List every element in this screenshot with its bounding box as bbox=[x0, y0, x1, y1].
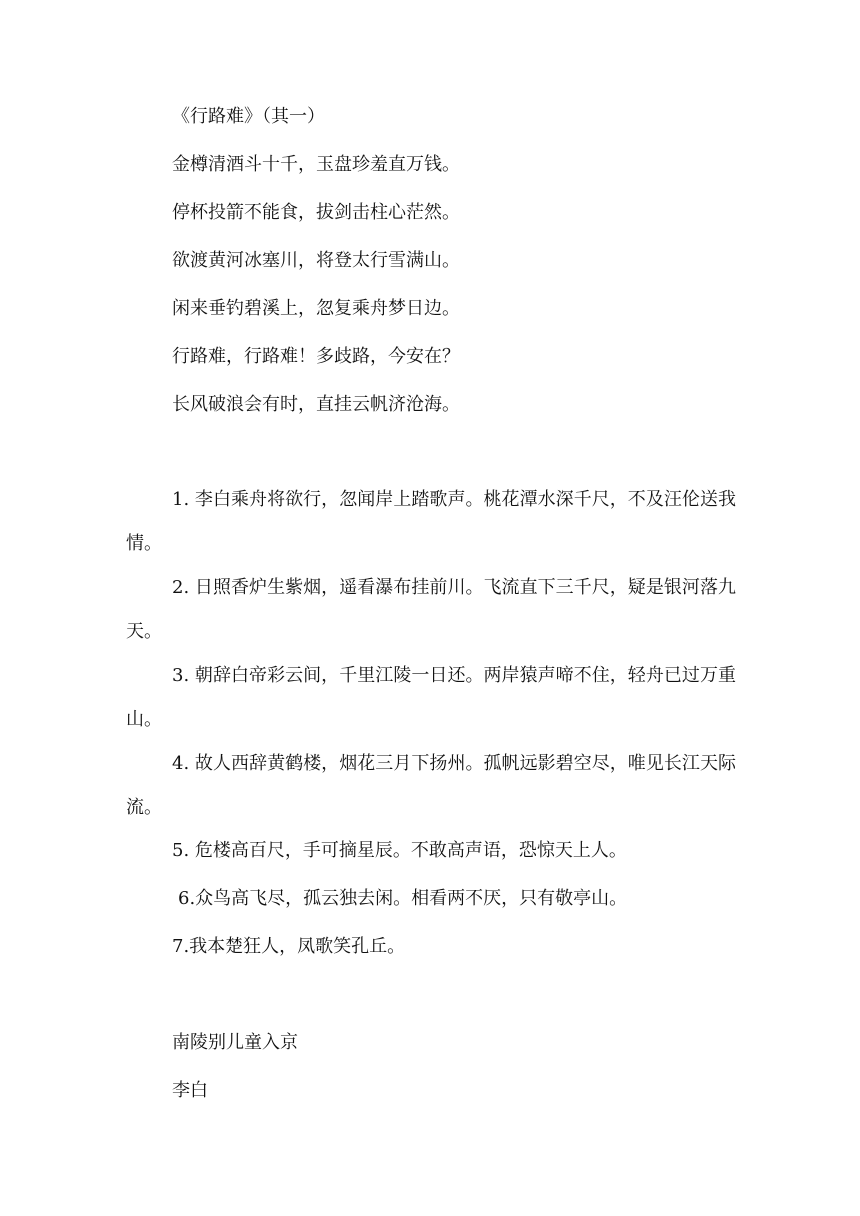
section-author: 李白 bbox=[172, 1080, 208, 1101]
list-item: 5. 危楼高百尺，手可摘星辰。不敢高声语，恐惊天上人。 bbox=[172, 840, 627, 861]
list-item: 1. 李白乘舟将欲行，忽闻岸上踏歌声。桃花潭水深千尺，不及汪伦送我情。 bbox=[126, 489, 736, 554]
list-item: 3. 朝辞白帝彩云间，千里江陵一日还。两岸猿声啼不住，轻舟已过万重山。 bbox=[126, 665, 736, 730]
poem-title: 《行路难》（其一） bbox=[172, 106, 325, 127]
poem-line: 停杯投箭不能食，拔剑击柱心茫然。 bbox=[172, 202, 460, 223]
poem-line: 行路难，行路难！多歧路，今安在？ bbox=[172, 346, 460, 367]
poem-line: 欲渡黄河冰塞川，将登太行雪满山。 bbox=[172, 250, 460, 271]
list-item: 4. 故人西辞黄鹤楼，烟花三月下扬州。孤帆远影碧空尽，唯见长江天际流。 bbox=[126, 753, 736, 818]
poem-line: 闲来垂钓碧溪上，忽复乘舟梦日边。 bbox=[172, 298, 460, 319]
list-item: 2. 日照香炉生紫烟，遥看瀑布挂前川。飞流直下三千尺，疑是银河落九天。 bbox=[126, 577, 736, 642]
list-item: 7.我本楚狂人，凤歌笑孔丘。 bbox=[172, 936, 406, 957]
list-item: 6.众鸟高飞尽，孤云独去闲。相看两不厌，只有敬亭山。 bbox=[178, 888, 628, 909]
section-title: 南陵别儿童入京 bbox=[172, 1032, 298, 1053]
poem-line: 金樽清酒斗十千，玉盘珍羞直万钱。 bbox=[172, 154, 460, 175]
poem-line: 长风破浪会有时，直挂云帆济沧海。 bbox=[172, 394, 460, 415]
